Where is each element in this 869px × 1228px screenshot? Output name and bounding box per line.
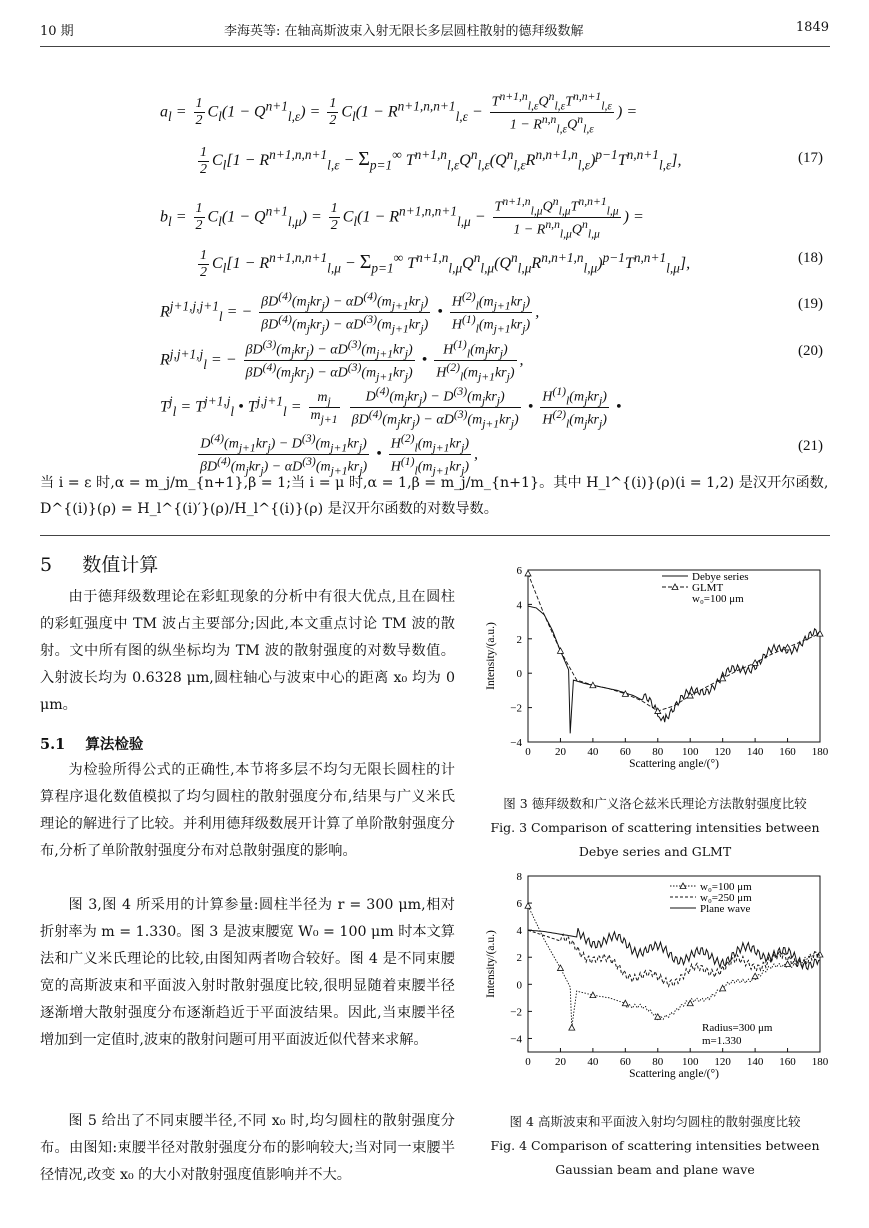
fig3-x-tick-label: 60 [619, 746, 631, 758]
header-rule [40, 46, 830, 47]
fig3-legend-label: GLMT [692, 582, 724, 594]
equation-number-21: (21) [798, 438, 823, 454]
subsection-title: 算法检验 [85, 736, 144, 753]
fig4-y-axis-label: Intensity/(a.u.) [485, 930, 497, 998]
fig3-series-1-marker [785, 644, 791, 650]
equation-number-20: (20) [798, 343, 823, 359]
section-divider [40, 535, 830, 536]
fig3-x-tick-label: 120 [714, 746, 731, 758]
fig4-series-0-marker [569, 1025, 575, 1031]
fig4-x-axis-label: Scattering angle/(°) [629, 1068, 719, 1080]
fig3-x-tick-label: 80 [652, 746, 664, 758]
fig4-annotation: Radius=300 μm [702, 1022, 773, 1034]
figure-3-caption-en-2: Debye series and GLMT [578, 844, 732, 859]
figure-3-chart [480, 560, 830, 788]
fig4-series-0-marker [557, 965, 563, 971]
header-title: 李海英等: 在轴高斯波束入射无限长多层圆柱散射的德拜级数解 [224, 24, 584, 39]
fig4-x-tick-label: 60 [619, 1056, 631, 1068]
fig3-x-axis-label: Scattering angle/(°) [629, 758, 719, 770]
equation-19: $R^{j+1,j,j+1}_l$ = − $\frac{\beta D^{(4)}(m_jkr_j) - \alpha D^{(4)}(m_{j+1}kr_j)}{\beta D^{(4)}(m_jkr_j) - \alpha D^{(3)}(m_{j+1}kr_j)}$ • $\frac{H^{(2)}_l(m_{j+1}kr_j)}{H^{(1)}_l(m_{j+1}kr_j)}$ , [160, 290, 540, 336]
fig4-series-1-line [528, 930, 820, 986]
fig3-x-tick-label: 140 [746, 746, 764, 758]
header-issue: 10 期 [40, 24, 74, 39]
paragraph-4-text: 图 5 给出了不同束腰半径,不同 x₀ 时,均匀圆柱的散射强度分布。由图知:束腰半径对散射强度分布的影响较大;当对同一束腰半径情况,改变 x₀ 的大小对散射强度值影响并不大。 [40, 1113, 455, 1183]
fig4-x-tick-label: 180 [811, 1056, 829, 1068]
fig4-x-tick-label: 40 [587, 1056, 599, 1068]
fig4-series-0-marker [525, 903, 531, 909]
fig3-series-0-line [528, 606, 820, 733]
header-page: 1849 [795, 20, 829, 35]
equation-18a: $b_l$ = $\frac{1}{2}$ $C_l(1 - Q^{n+1}_{l,\mu})$ = $\frac{1}{2}$ $C_l(1 - R^{n+1,n,n+1}_{l,\mu}$ − $\frac{T^{n+1,n}_{l,\mu}Q^n_{l,\mu}T^{n,n+1}_{l,\mu}}{1 - R^{n,n}_{l,\mu}Q^n_{l,\mu}}$ ) = [160, 195, 644, 241]
equation-18b: $\frac{1}{2}$ $C_l[1 - R^{n+1,n,n+1}_{l,\mu} - \Sigma_{p=1}^\infty$ $T^{n+1,n}_{l,\mu}Q^n_{l,\mu}(Q^n_{l,\mu}R^{n,n+1,n}_{l,\mu})^{p-1}T^{n,n+1}_{l,\mu}$], [200, 248, 691, 280]
figure-4-caption-en-2: Gaussian beam and plane wave [555, 1162, 755, 1177]
equation-notes [40, 470, 830, 522]
fig4-x-tick-label: 140 [746, 1056, 764, 1068]
fig4-legend-label: w₀=250 μm [700, 892, 752, 904]
fig3-y-tick-label: 0 [516, 668, 522, 681]
fig4-x-tick-label: 80 [652, 1056, 664, 1068]
paragraph-4 [40, 1108, 455, 1189]
equation-note-line-2: D^{(i)}(ρ) = H_l^{(i)′}(ρ)/H_l^{(i)}(ρ) 是汉开尔函数的对数导数。 [40, 501, 498, 517]
subsection-heading [40, 733, 143, 754]
fig3-series-1-marker [557, 648, 563, 654]
paragraph-1 [40, 584, 455, 719]
fig4-x-tick-label: 20 [554, 1056, 566, 1068]
fig4-y-tick-label: 6 [516, 898, 522, 911]
paragraph-2-text: 为检验所得公式的正确性,本节将多层不均匀无限长圆柱的计算程序退化数值模拟了均匀圆柱的散射强度分布,结果与广义米氏理论的解进行了比较。并利用德拜级数展开计算了单阶散射强度分布,分析了单阶散射强度分布对总散射强度的影响。 [40, 762, 455, 859]
figure-4-caption-cn: 图 4 高斯波束和平面波入射均匀圆柱的散射强度比较 [509, 1114, 801, 1129]
figure-4-caption [455, 1110, 855, 1182]
fig3-series-1-line [528, 573, 820, 711]
equation-17a: $a_l$ = $\frac{1}{2}$ $C_l(1 - Q^{n+1}_{l,\varepsilon})$ = $\frac{1}{2}$ $C_l(1 - R^{n+1,n,n+1}_{l,\varepsilon}$ − $\frac{T^{n+1,n}_{l,\varepsilon}Q^n_{l,\varepsilon}T^{n,n+1}_{l,\varepsilon}}{1 - R^{n,n}_{l,\varepsilon}Q^n_{l,\varepsilon}}$ ) = [160, 90, 638, 136]
fig4-legend-label: w₀=100 μm [700, 881, 752, 893]
paragraph-3 [40, 892, 455, 1054]
fig3-plot-frame [528, 570, 820, 742]
fig4-y-tick-label: 4 [516, 925, 522, 938]
fig4-x-tick-label: 120 [714, 1056, 731, 1068]
section-heading [40, 550, 158, 577]
fig3-y-tick-label: 6 [516, 565, 522, 577]
fig4-y-tick-label: 8 [516, 871, 522, 883]
equation-number-18: (18) [798, 250, 823, 266]
fig3-y-tick-label: −4 [510, 737, 522, 749]
figure-3-caption-cn: 图 3 德拜级数和广义洛仑兹米氏理论方法散射强度比较 [503, 796, 807, 811]
fig3-y-axis-label: Intensity/(a.u.) [485, 622, 497, 690]
equation-21b: $\frac{D^{(4)}(m_{j+1}kr_j) - D^{(3)}(m_{j+1}kr_j)}{\beta D^{(4)}(m_jkr_j) - \alpha D^{(3)}(m_{j+1}kr_j)}$ • $\frac{H^{(2)}_l(m_{j+1}kr_j)}{H^{(1)}_l(m_{j+1}kr_j)}$ , [200, 432, 479, 478]
fig3-y-tick-label: 2 [516, 633, 522, 646]
equation-17b: $\frac{1}{2}$ $C_l[1 - R^{n+1,n,n+1}_{l,\varepsilon} - \Sigma_{p=1}^\infty$ $T^{n+1,n}_{l,\varepsilon}Q^n_{l,\varepsilon}(Q^n_{l,\varepsilon}R^{n,n+1,n}_{l,\varepsilon})^{p-1}T^{n,n+1}_{l,\varepsilon}$], [200, 145, 682, 177]
fig4-series-0-marker [752, 973, 758, 979]
fig4-x-tick-label: 160 [779, 1056, 796, 1068]
figure-4-caption-en-1: Fig. 4 Comparison of scattering intensities between [490, 1138, 820, 1153]
fig4-y-tick-label: 2 [516, 952, 522, 965]
equation-20: $R^{j,j+1,j}_l$ = − $\frac{\beta D^{(3)}(m_jkr_j) - \alpha D^{(3)}(m_{j+1}kr_j)}{\beta D^{(4)}(m_jkr_j) - \alpha D^{(3)}(m_{j+1}kr_j)}$ • $\frac{H^{(1)}_l(m_jkr_j)}{H^{(2)}_l(m_{j+1}kr_j)}$ , [160, 338, 524, 384]
equation-number-19: (19) [798, 296, 823, 312]
fig4-y-tick-label: −2 [510, 1006, 522, 1019]
fig4-series-2-line [528, 928, 820, 969]
section-title: 数值计算 [82, 554, 159, 576]
fig3-legend-label: Debye series [692, 571, 749, 583]
fig3-annotation: w₀=100 μm [692, 593, 744, 605]
fig3-x-tick-label: 40 [587, 746, 599, 758]
equation-21a: $T^j_l = T^{j+1,j}_l$ • $T^{j,j+1}_l$ = $\frac{m_j}{m_{j+1}}$ $\frac{D^{(4)}(m_jkr_j) - D^{(3)}(m_jkr_j)}{\beta D^{(4)}(m_jkr_j) - \alpha D^{(3)}(m_{j+1}kr_j)}$ • $\frac{H^{(1)}_l(m_jkr_j)}{H^{(2)}_l(m_jkr_j)}$ • [160, 385, 622, 431]
equation-number-17: (17) [798, 150, 823, 166]
fig3-series-1-marker [525, 570, 531, 576]
fig4-x-tick-label: 0 [525, 1056, 531, 1068]
section-number: 5 [40, 554, 53, 576]
figure-3-caption-en-1: Fig. 3 Comparison of scattering intensities between [490, 820, 820, 835]
fig4-x-tick-label: 100 [681, 1056, 699, 1068]
fig3-x-tick-label: 160 [779, 746, 796, 758]
fig4-legend-label: Plane wave [700, 903, 751, 915]
equation-note-line-1: 当 i = ε 时,α = m_j/m_{n+1},β = 1;当 i = μ 时,α = 1,β = m_j/m_{n+1}。其中 H_l^{(i)}(ρ)(i = 1,2) 是汉开尔函数, [40, 475, 829, 491]
fig4-series-0-marker [785, 961, 791, 967]
fig3-x-tick-label: 20 [554, 746, 566, 758]
paragraph-1-text: 由于德拜级数理论在彩虹现象的分析中有很大优点,且在圆柱的彩虹强度中 TM 波占主要部分;因此,本文重点讨论 TM 波的散射。文中所有图的纵坐标均为 TM 波的散射强度的对数导数值。入射波长均为 0.6328 μm,圆柱轴心与波束中心的距离 x₀ 均为 0 μm。 [40, 589, 455, 713]
figure-3-caption [455, 792, 855, 864]
fig3-y-tick-label: 4 [516, 599, 522, 612]
fig3-y-tick-label: −2 [510, 702, 522, 715]
subsection-number: 5.1 [40, 736, 66, 753]
paragraph-2 [40, 757, 455, 865]
fig4-annotation: m=1.330 [702, 1035, 742, 1047]
figure-4-chart [480, 866, 830, 1098]
fig4-series-0-line [528, 906, 820, 1028]
fig3-x-tick-label: 100 [681, 746, 699, 758]
fig3-x-tick-label: 180 [811, 746, 829, 758]
fig4-y-tick-label: 0 [516, 979, 522, 992]
fig4-y-tick-label: −4 [510, 1033, 522, 1046]
fig4-series-0-marker [720, 985, 726, 991]
paragraph-3-text: 图 3,图 4 所采用的计算参量:圆柱半径为 r = 300 μm,相对折射率为 m = 1.330。图 3 是波束腰宽 W₀ = 100 μm 时本文算法和广义米氏理论的比较,由图知两者吻合较好。图 4 是不同束腰宽的高斯波束和平面波入射时散射强度比较,很明显随着束腰半径逐渐增大散射强度分布逐渐趋近于平面波结果。因此,当束腰半径增加到一定值时,波束的散射问题可用平面波近似代替来求解。 [40, 897, 455, 1048]
fig3-x-tick-label: 0 [525, 746, 531, 758]
